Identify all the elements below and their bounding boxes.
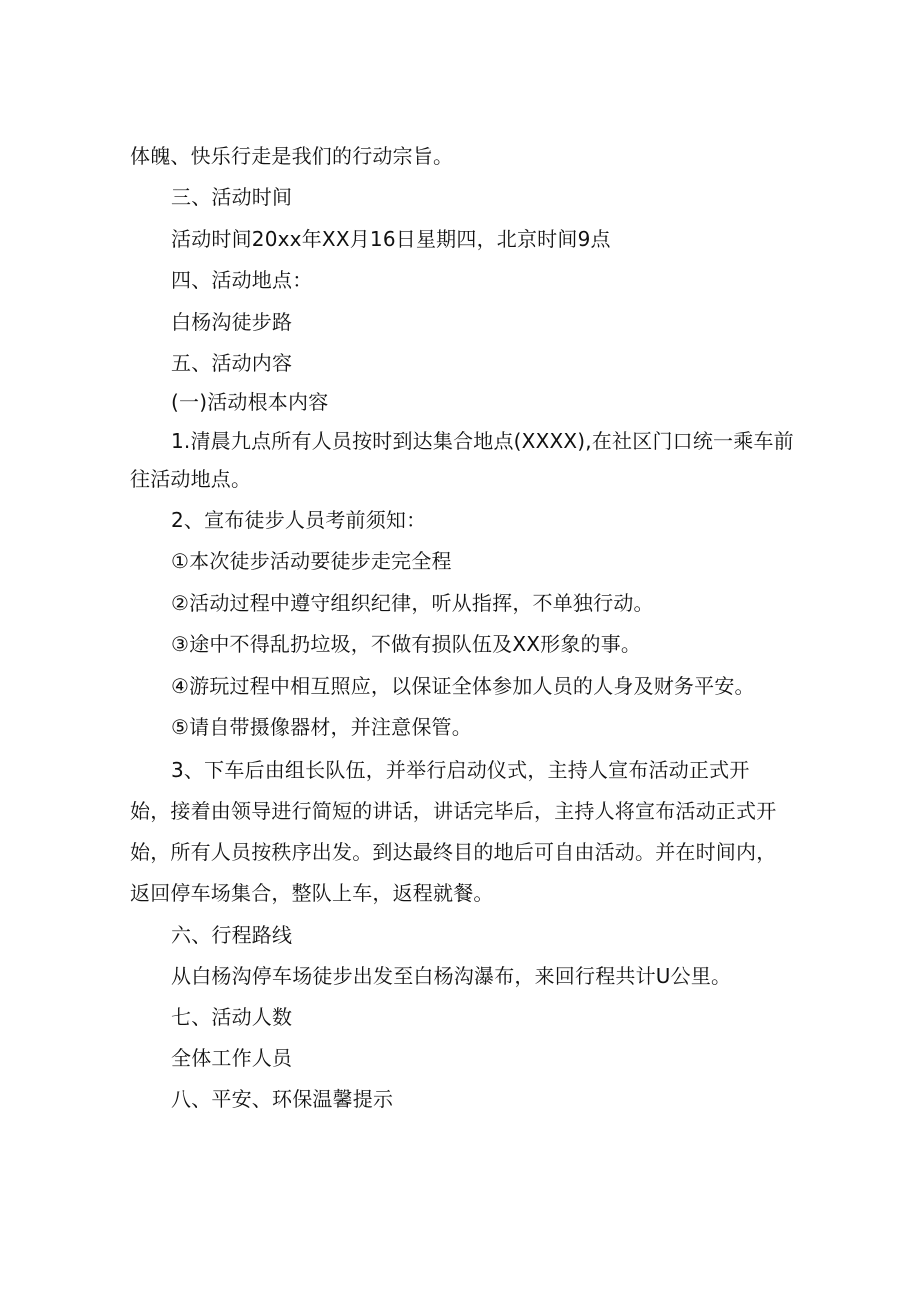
list-item: ④游玩过程中相互照应，以保证全体参加人员的人身及财务平安。 — [171, 674, 755, 698]
text-line: 返回停车场集合，整队上车，返程就餐。 — [130, 881, 494, 905]
list-item: ②活动过程中遵守组织纪律，听从指挥，不单独行动。 — [171, 591, 654, 615]
section-heading: 八、平安、环保温馨提示 — [171, 1087, 394, 1111]
list-item: ①本次徒步活动要徒步走完全程 — [171, 549, 452, 573]
text-line: 2、宣布徒步人员考前须知： — [171, 508, 427, 532]
section-heading: 六、行程路线 — [171, 923, 293, 947]
section-heading: 五、活动内容 — [171, 351, 293, 375]
text-line: 始，接着由领导进行简短的讲话，讲话完毕后，主持人将宣布活动正式开 — [130, 799, 777, 823]
section-heading: 四、活动地点： — [171, 268, 313, 292]
section-heading: 三、活动时间 — [171, 185, 293, 209]
text-line: 体魄、快乐行走是我们的行动宗旨。 — [130, 144, 454, 168]
text-line: 从白杨沟停车场徒步出发至白杨沟瀑布，来回行程共计U公里。 — [171, 964, 732, 988]
list-item: ⑤请自带摄像器材，并注意保管。 — [171, 715, 472, 739]
subsection-heading: (一)活动根本内容 — [171, 390, 329, 414]
list-item: ③途中不得乱扔垃圾，不做有损队伍及XX形象的事。 — [171, 632, 642, 656]
text-line: 白杨沟徒步路 — [171, 310, 293, 334]
text-line: 往活动地点。 — [130, 467, 252, 491]
text-line: 全体工作人员 — [171, 1046, 293, 1070]
text-line: 始，所有人员按秩序出发。到达最终目的地后可自由活动。并在时间内， — [130, 840, 777, 864]
text-line: 活动时间20xx年XX月16日星期四，北京时间9点 — [171, 227, 611, 251]
text-line: 3、下车后由组长队伍，并举行启动仪式，主持人宣布活动正式开 — [171, 758, 750, 782]
text-line: 1.清晨九点所有人员按时到达集合地点(XXXX),在社区门口统一乘车前 — [171, 429, 794, 453]
section-heading: 七、活动人数 — [171, 1005, 293, 1029]
